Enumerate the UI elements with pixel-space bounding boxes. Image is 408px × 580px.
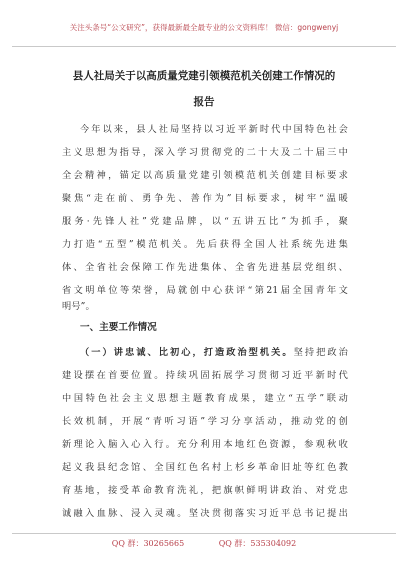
subsection-first-line-text: 坚持把政治 xyxy=(293,347,348,358)
intro-line: 省文明单位等荣誉，局就创中心获评“第21届全国青年文 xyxy=(62,285,348,296)
subsection-line: 新理论入脑入心入行。充分利用本地红色资源，参观秋收 xyxy=(62,439,348,450)
footer-divider xyxy=(12,533,396,534)
intro-line: 聚焦“走在前、勇争先、善作为”目标要求，树牢“温暖 xyxy=(62,193,348,204)
subsection-line: 中国特色社会主义思想主题教育成果，建立“五学”联动 xyxy=(62,393,348,404)
intro-line: 服务·先锋人社”党建品牌，以“五讲五比”为抓手，聚 xyxy=(62,216,348,227)
subsection-line: 诚融入血脉、浸入灵魂。坚决贯彻落实习近平总书记提出 xyxy=(62,508,348,519)
subsection-line: 建设摆在首要位置。持续巩固拓展学习贯彻习近平新时代 xyxy=(62,370,348,381)
intro-line: 主义思想为指导，深入学习贯彻党的二十大及二十届三中 xyxy=(62,147,348,158)
footer-qq-group-2: QQ 群：535304092 xyxy=(218,539,297,548)
intro-line: 全会精神，锚定以高质量党建引领模范机关创建目标要求 xyxy=(62,170,348,181)
intro-line: 今年以来，县人社局坚持以习近平新时代中国特色社会 xyxy=(80,124,348,135)
subsection-heading: （一）讲忠诚、比初心，打造政治型机关。 xyxy=(80,347,294,358)
subsection-line: 育基地，接受革命教育洗礼，把旗帜鲜明讲政治、对党忠 xyxy=(62,485,348,496)
footer-qq-group-1: QQ 群：30265665 xyxy=(111,539,185,548)
subsection-first-line xyxy=(80,344,348,358)
intro-line: 体、全省社会保障工作先进集体、全省先进基层党组织、 xyxy=(62,262,348,273)
subsection-line: 长效机制，开展“青听习语”学习分享活动，推动党的创 xyxy=(62,416,348,427)
section-heading-main-work: 一、主要工作情况 xyxy=(80,322,157,333)
intro-line: 力打造“五型”模范机关。先后获得全国人社系统先进集 xyxy=(62,239,348,250)
document-title-line-2: 报告 xyxy=(193,96,215,108)
footer-contact xyxy=(0,538,408,549)
banner-divider xyxy=(12,46,396,47)
document-title-line-1: 县人社局关于以高质量党建引领模范机关创建工作情况的 xyxy=(72,70,336,82)
intro-line: 明号”。 xyxy=(62,301,95,312)
top-banner: 关注头条号“公文研究”，获得最新最全最专业的公文资料库！ 微信：gongwenyj xyxy=(69,23,339,32)
subsection-line: 起义我县纪念馆、全国红色名村上杉乡革命旧址等红色教 xyxy=(62,462,348,473)
